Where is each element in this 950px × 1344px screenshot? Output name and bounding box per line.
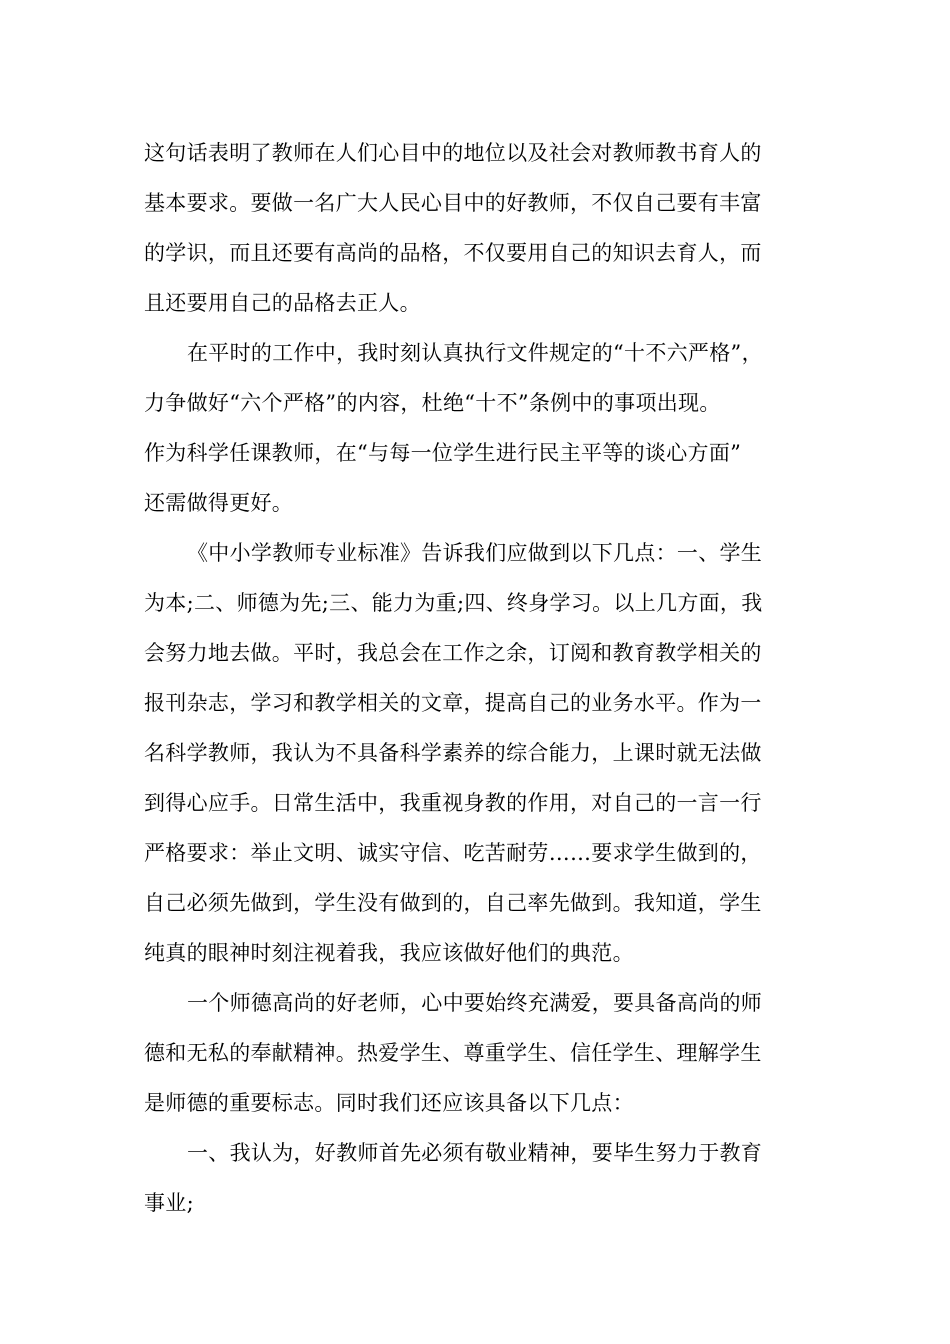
text-line: 这句话表明了教师在人们心目中的地位以及社会对教师教书育人的 — [144, 141, 762, 165]
text-line: 事业; — [144, 1191, 194, 1215]
text-line: 报刊杂志，学习和教学相关的文章，提高自己的业务水平。作为一 — [144, 691, 762, 715]
text-line: 为本;二、师德为先;三、能力为重;四、终身学习。以上几方面，我 — [144, 591, 763, 615]
text-line: 一个师德高尚的好老师，心中要始终充满爱，要具备高尚的师 — [187, 991, 763, 1015]
paragraph-2 — [144, 328, 804, 528]
paragraph-4 — [144, 978, 804, 1128]
text-line: 名科学教师，我认为不具备科学素养的综合能力，上课时就无法做 — [144, 741, 762, 765]
text-line: 纯真的眼神时刻注视着我，我应该做好他们的典范。 — [144, 941, 634, 965]
text-line: 严格要求：举止文明、诚实守信、吃苦耐劳……要求学生做到的， — [144, 841, 762, 865]
paragraph-3 — [144, 528, 804, 978]
text-line: 一、我认为，好教师首先必须有敬业精神，要毕生努力于教育 — [187, 1141, 763, 1165]
text-line: 自己必须先做到，学生没有做到的，自己率先做到。我知道，学生 — [144, 891, 762, 915]
text-line: 作为科学任课教师，在“与每一位学生进行民主平等的谈心方面” — [144, 441, 742, 465]
text-line: 基本要求。要做一名广大人民心目中的好教师，不仅自己要有丰富 — [144, 191, 762, 215]
text-line: 的学识，而且还要有高尚的品格，不仅要用自己的知识去育人，而 — [144, 241, 762, 265]
text-line: 力争做好“六个严格”的内容，杜绝“十不”条例中的事项出现。 — [144, 391, 721, 415]
document-body — [144, 128, 804, 1228]
text-line: 在平时的工作中，我时刻认真执行文件规定的“十不六严格”， — [187, 341, 763, 365]
text-line: 《中小学教师专业标准》告诉我们应做到以下几点：一、学生 — [187, 541, 763, 565]
text-line: 德和无私的奉献精神。热爱学生、尊重学生、信任学生、理解学生 — [144, 1041, 762, 1065]
text-line: 且还要用自己的品格去正人。 — [144, 291, 421, 315]
text-line: 还需做得更好。 — [144, 491, 294, 515]
text-line: 会努力地去做。平时，我总会在工作之余，订阅和教育教学相关的 — [144, 641, 762, 665]
text-line: 到得心应手。日常生活中，我重视身教的作用，对自己的一言一行 — [144, 791, 762, 815]
paragraph-5 — [144, 1128, 804, 1228]
paragraph-1 — [144, 128, 804, 328]
text-line: 是师德的重要标志。同时我们还应该具备以下几点： — [144, 1091, 634, 1115]
